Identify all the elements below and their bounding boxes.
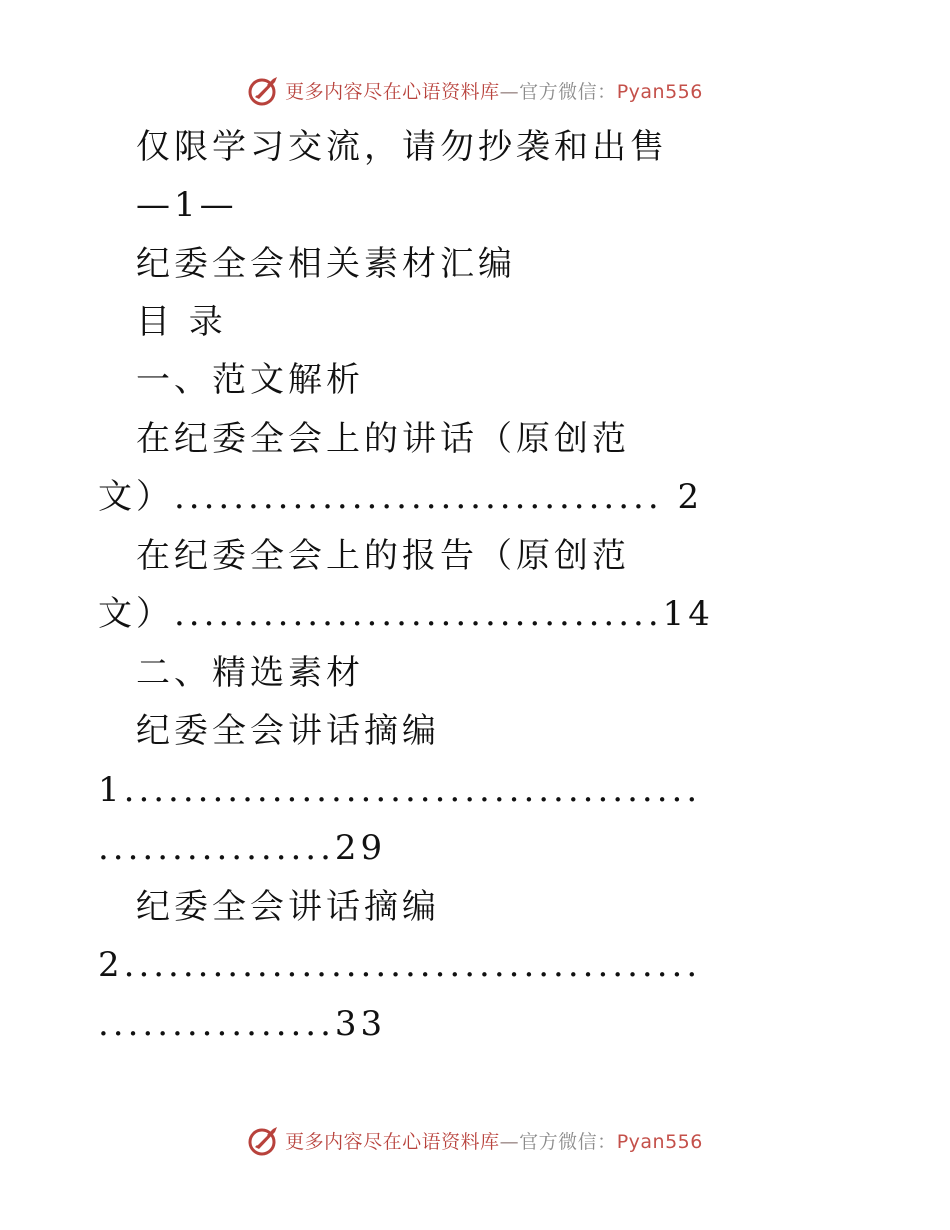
toc-entry-2-leader: 文）.................................14: [98, 594, 714, 634]
toc-entry-2-title: 在纪委全会上的报告（原创范: [136, 536, 630, 576]
watermark-separator: —: [499, 80, 520, 103]
watermark-main-text: 更多内容尽在心语资料库: [285, 1130, 500, 1153]
watermark-label: 官方微信：: [519, 80, 617, 103]
toc-entry-3-page: ................29: [98, 828, 387, 868]
section-heading-1: 一、范文解析: [136, 360, 364, 400]
toc-entry-3-leader: 1.......................................: [98, 770, 702, 810]
watermark-label: 官方微信：: [519, 1130, 617, 1153]
header-watermark: [0, 70, 950, 110]
toc-entry-1-leader: 文）................................. 2: [98, 477, 704, 517]
notice-line: 仅限学习交流，请勿抄袭和出售: [136, 127, 668, 167]
watermark-main-text: 更多内容尽在心语资料库: [285, 80, 500, 103]
quill-logo-icon: [247, 1123, 281, 1157]
watermark-separator: —: [499, 1130, 520, 1153]
watermark-wechat-id: Pyan556: [616, 1130, 703, 1153]
watermark-wechat-id: Pyan556: [616, 80, 703, 103]
section-heading-2: 二、精选素材: [136, 653, 364, 693]
toc-entry-4-title: 纪委全会讲话摘编: [136, 887, 440, 927]
toc-entry-3-title: 纪委全会讲话摘编: [136, 711, 440, 751]
toc-entry-4-page: ................33: [98, 1004, 387, 1044]
toc-heading: 目 录: [136, 302, 227, 342]
toc-entry-1-title: 在纪委全会上的讲话（原创范: [136, 419, 630, 459]
watermark-text: [285, 1127, 703, 1154]
toc-entry-4-leader: 2.......................................: [98, 945, 702, 985]
watermark-text: [285, 77, 703, 104]
page-marker: —1—: [136, 185, 238, 225]
quill-logo-icon: [247, 73, 281, 107]
footer-watermark: [0, 1120, 950, 1160]
document-title: 纪委全会相关素材汇编: [136, 244, 516, 284]
